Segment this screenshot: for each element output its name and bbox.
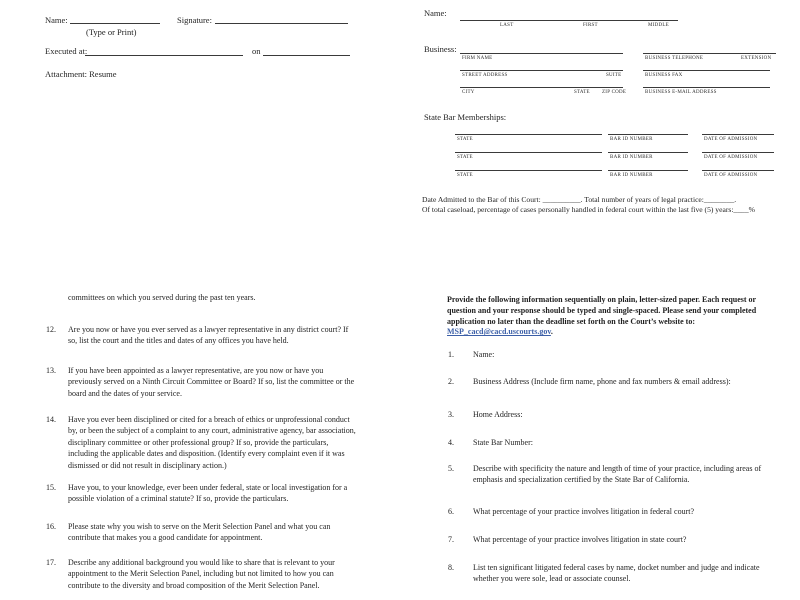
question-text: What percentage of your practice involves litigation in state court? xyxy=(473,535,687,544)
question-number: 7. xyxy=(448,535,454,544)
state-bar-memberships-label: State Bar Memberships: xyxy=(424,112,507,122)
question-number: 14. xyxy=(46,415,56,424)
sublabel-business-email: BUSINESS E-MAIL ADDRESS xyxy=(645,90,717,95)
sublabel-state: STATE xyxy=(457,173,473,178)
sublabel-state: STATE xyxy=(457,137,473,142)
question-item-17 xyxy=(46,557,358,591)
bar-id-fill-line xyxy=(608,170,688,171)
question-text: If you have been appointed as a lawyer representative, are you now or have you previously served on a Ninth Circuit Committee or Board? If so, list the committee or the board and the dates of your service. xyxy=(68,366,355,398)
sublabel-street-address: STREET ADDRESS xyxy=(462,73,508,78)
name-fill-line xyxy=(460,20,678,21)
name-fill-line xyxy=(70,23,160,24)
question-item-14 xyxy=(46,414,358,471)
question-number: 15. xyxy=(46,483,56,492)
name-label: Name: xyxy=(45,15,68,25)
sublabel-state: STATE xyxy=(574,90,590,95)
executed-date-fill-line xyxy=(263,55,350,56)
firm-name-fill-line xyxy=(460,53,623,54)
question-number: 2. xyxy=(448,377,454,386)
executed-at-fill-line xyxy=(85,55,243,56)
question-number: 12. xyxy=(46,325,56,334)
type-or-print-note: (Type or Print) xyxy=(86,27,137,37)
street-address-fill-line xyxy=(460,70,623,71)
question-text: Describe with specificity the nature and length of time of your practice, including areas of emphasis and specialization certified by the State Bar of California. xyxy=(473,464,762,484)
sublabel-zip-code: ZIP CODE xyxy=(602,90,627,95)
question-item-8 xyxy=(448,563,778,584)
question-number: 8. xyxy=(448,563,454,572)
question-text: State Bar Number: xyxy=(473,438,533,447)
question-item-7 xyxy=(448,535,778,546)
question-text: Home Address: xyxy=(473,410,523,419)
carryover-text: committees on which you served during the past ten years. xyxy=(68,293,256,302)
question-item-13 xyxy=(46,365,358,399)
caseload-percentage-line: Of total caseload, percentage of cases personally handled in federal court within the last five (5) years:____% xyxy=(422,205,755,214)
question-text: List ten significant litigated federal cases by name, docket number and judge and indicate whether you were sole, lead or associate counsel. xyxy=(473,563,760,583)
date-of-admission-fill-line xyxy=(702,134,774,135)
email-link[interactable]: MSP_cacd@cacd.uscourts.gov xyxy=(447,327,551,337)
question-item-1 xyxy=(448,350,778,361)
question-text: Have you, to your knowledge, ever been under federal, state or local investigation for a possible violation of a criminal statute? If so, provide the particulars. xyxy=(68,483,348,504)
question-item-12 xyxy=(46,324,358,347)
sublabel-middle: MIDDLE xyxy=(648,23,669,28)
bar-id-fill-line xyxy=(608,134,688,135)
executed-at-label: Executed at: xyxy=(45,46,88,56)
question-item-16 xyxy=(46,521,358,544)
business-label: Business: xyxy=(424,44,457,54)
instructions-text-suffix: . xyxy=(550,327,553,337)
sublabel-city: CITY xyxy=(462,90,475,95)
signature-label: Signature: xyxy=(177,15,212,25)
sublabel-extension: EXTENSION xyxy=(741,56,772,61)
question-item-5 xyxy=(448,464,778,485)
signature-fill-line xyxy=(215,23,348,24)
question-number: 13. xyxy=(46,366,56,375)
question-item-4 xyxy=(448,438,778,449)
question-text: Have you ever been disciplined or cited for a breach of ethics or unprofessional conduct by, or been the subject of a complaint to any court, administrative agency, bar association, disciplinary committee or other professional group? If so, provide the particulars, including the applicable dates and disposition. (Identify every complaint even if it was dismissed or did not result in disciplinary action.) xyxy=(68,415,356,470)
date-of-admission-fill-line xyxy=(702,152,774,153)
instructions-paragraph xyxy=(447,295,779,338)
sublabel-suite: SUITE xyxy=(606,73,622,78)
question-number: 3. xyxy=(448,410,454,419)
question-text: Are you now or have you ever served as a lawyer representative in any district court? If so, list the court and the titles and dates of any offices you have held. xyxy=(68,325,349,346)
business-fax-fill-line xyxy=(643,70,770,71)
question-number: 1. xyxy=(448,350,454,359)
question-number: 4. xyxy=(448,438,454,447)
question-text: Business Address (Include firm name, phone and fax numbers & email address): xyxy=(473,377,731,386)
question-number: 17. xyxy=(46,558,56,567)
question-text: Please state why you wish to serve on the Merit Selection Panel and what you can contribute that makes you a good candidate for appointment. xyxy=(68,522,331,543)
state-fill-line xyxy=(455,170,602,171)
sublabel-business-fax: BUSINESS FAX xyxy=(645,73,683,78)
sublabel-first: FIRST xyxy=(583,23,598,28)
question-text: Describe any additional background you would like to share that is relevant to your appointment to the Merit Selection Panel, including but not limited to how you can contribute to the diversity and broad composition of the Merit Selection Panel. xyxy=(68,558,335,590)
attachment-note: Attachment: Resume xyxy=(45,69,117,79)
sublabel-state: STATE xyxy=(457,155,473,160)
state-fill-line xyxy=(455,134,602,135)
question-item-6 xyxy=(448,507,778,518)
date-admitted-line: Date Admitted to the Bar of this Court: __________. Total number of years of legal practice:________. xyxy=(422,195,737,204)
sublabel-business-telephone: BUSINESS TELEPHONE xyxy=(645,56,704,61)
business-telephone-fill-line xyxy=(643,53,776,54)
name-label: Name: xyxy=(424,8,447,18)
question-text: What percentage of your practice involves litigation in federal court? xyxy=(473,507,695,516)
sublabel-date-of-admission: DATE OF ADMISSION xyxy=(704,173,758,178)
state-fill-line xyxy=(455,152,602,153)
sublabel-bar-id-number: BAR ID NUMBER xyxy=(610,137,653,142)
city-state-zip-fill-line xyxy=(460,87,623,88)
bar-id-fill-line xyxy=(608,152,688,153)
question-number: 16. xyxy=(46,522,56,531)
question-item-15 xyxy=(46,482,358,505)
sublabel-firm-name: FIRM NAME xyxy=(462,56,493,61)
instructions-text: Provide the following information sequentially on plain, letter-sized paper. Each request or question and your response should be typed and single-spaced. Please send your completed application no later than the deadline set forth on the Court’s website to: xyxy=(447,295,757,326)
question-text: Name: xyxy=(473,350,495,359)
date-of-admission-fill-line xyxy=(702,170,774,171)
sublabel-last: LAST xyxy=(500,23,514,28)
question-number: 5. xyxy=(448,464,454,473)
question-number: 6. xyxy=(448,507,454,516)
on-label: on xyxy=(252,46,261,56)
business-email-fill-line xyxy=(643,87,770,88)
sublabel-date-of-admission: DATE OF ADMISSION xyxy=(704,137,758,142)
question-item-3 xyxy=(448,410,778,421)
question-item-2 xyxy=(448,377,778,388)
sublabel-bar-id-number: BAR ID NUMBER xyxy=(610,155,653,160)
sublabel-bar-id-number: BAR ID NUMBER xyxy=(610,173,653,178)
sublabel-date-of-admission: DATE OF ADMISSION xyxy=(704,155,758,160)
